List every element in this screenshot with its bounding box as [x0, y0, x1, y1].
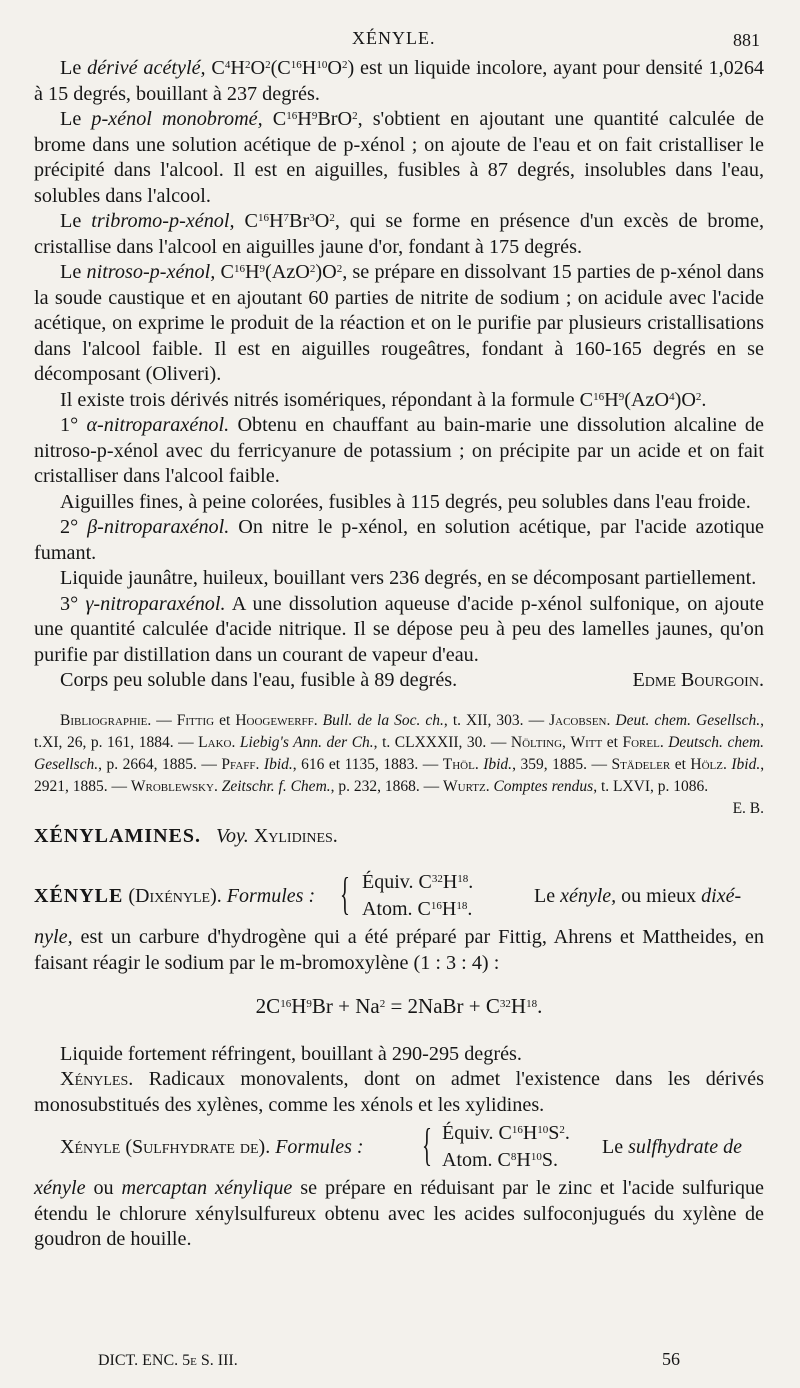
- paragraph-gamma-properties: Corps peu soluble dans l'eau, fusible à 89 degrés. Edme Bourgoin.: [34, 668, 764, 694]
- paragraph-derives-nitres: Il existe trois dérivés nitrés isomériques, répondant à la formule $C^{16}H^9(AzO^4)O^2$.: [60, 388, 707, 411]
- bibliography: Bibliographie. — Fittig et Hoogewerff. Bull. de la Soc. ch., t. XII, 303. — Jacobsen. Deut. chem. Gesellsch., t.XI, 26, p. 161, 1884. — Lako. Liebig's Ann. der Ch., t. CLXXXII, 30. — Nölting, Witt et Forel. Deutsch. chem. Gesellsch., p. 2664, 1885. — Pfaff. Ibid., 616 et 1135, 1883. — Thöl. Ibid., 359, 1885. — Städeler et Hölz. Ibid., 2921, 1885. — Wroblewsky. Zeitschr. f. Chem., p. 232, 1868. — Wurtz. Comptes rendus, t. LXVI, p. 1086. E. B.: [34, 710, 764, 798]
- paragraph-alpha-nitroparaxenol: 1° α-nitroparaxénol. Obtenu en chauffant au bain-marie une dissolution alcaline de nitroso-p-xénol avec du ferricyanure de potassium ; on précipite par un acide et on fait cristalliser dans l'alcool faible.: [34, 414, 764, 487]
- paragraph-beta-nitroparaxenol: 2° β-nitroparaxénol. On nitre le p-xénol, en solution acétique, par l'acide azotique fumant.: [34, 516, 764, 564]
- brace-glyph: {: [422, 1119, 432, 1170]
- formula-stack: Équiv. $C^{32}H^{18}$. Atom. $C^{16}H^{18}$.: [362, 871, 474, 920]
- header-title: XÉNYLE.: [352, 28, 436, 48]
- signature-mark: DICT. ENC. 5e S. III.: [98, 1352, 238, 1369]
- entry-xenyle-heading: XÉNYLE (Dixényle). Formules : { Équiv. $C^{32}H^{18}$. Atom. $C^{16}H^{18}$. Le xényle, ou mieux dixé-: [34, 869, 764, 925]
- biblio-signature: E. B.: [732, 799, 764, 817]
- paragraph-tribromo-p-xenol: Le tribromo-p-xénol, $C^{16}H^7Br^3O^2$, qui se forme en présence d'un excès de brome, cristallise dans l'alcool en aiguilles jaune d'or, fondant à 175 degrés.: [34, 210, 765, 258]
- page-number: 881: [733, 30, 760, 50]
- page: [34, 22, 764, 1253]
- entry-xenylamines: XÉNYLAMINES. Voy. Xylidines.: [34, 824, 338, 847]
- entry-sulfhydrate-heading: Xényle (Sulfhydrate de). Formules : { Équiv. $C^{16}H^{10}S^2$. Atom. $C^8H^{10}S$. Le sulfhydrate de: [34, 1120, 764, 1176]
- paragraph-gamma-nitroparaxenol: 3° γ-nitroparaxénol. A une dissolution aqueuse d'acide p-xénol sulfonique, on ajoute une quantité calculée d'acide nitrique. Il se dépose peu à peu des lamelles jaunes, qu'on purifie par distillation dans un courant de vapeur d'eau.: [34, 592, 764, 666]
- paragraph-alpha-properties: Aiguilles fines, à peine colorées, fusibles à 115 degrés, peu solubles dans l'eau froide.: [60, 490, 751, 513]
- paragraph-xenyles: Xényles. Radicaux monovalents, dont on admet l'existence dans les dérivés monosubstitués des xylènes, comme les xénols et les xylidines.: [34, 1068, 764, 1116]
- paragraph-nitroso-p-xenol: Le nitroso-p-xénol, $C^{16}H^9(AzO^2)O^2$, se prépare en dissolvant 15 parties de p-xénol dans la soude caustique et en ajoutant 60 parties de nitrite de sodium ; on acidule avec l'acide acétique, on exprime le produit de la réaction et on le purifie par plusieurs cristallisations dans l'alcool faible. Il est en aiguilles rougeâtres, fondant à 160-165 degrés en se décomposant (Oliveri).: [34, 261, 765, 385]
- paragraph-xenyle-properties: Liquide fortement réfringent, bouillant à 290-295 degrés.: [60, 1042, 522, 1065]
- reaction-equation: $2C^{16}H^9Br + Na^2$ = 2NaBr + $C^{32}H^{18}$.: [255, 994, 543, 1018]
- running-header: [34, 22, 764, 56]
- formula-stack: Équiv. $C^{16}H^{10}S^2$. Atom. $C^8H^{10}S$.: [442, 1122, 570, 1171]
- paragraph-p-xenol-monobrome: Le p-xénol monobromé, $C^{16}H^9BrO^2$, s'obtient en ajoutant une quantité calculée de brome dans une solution acétique de p-xénol ; on ajoute de l'eau et on fait cristalliser le précipité dans l'alcool. Il est en aiguilles, fusibles à 87 degrés, insolubles dans l'eau, solubles dans l'alcool.: [34, 108, 765, 207]
- paragraph-derive-acetyle: Le dérivé acétylé, $C^4H^2O^2(C^{16}H^{10}O^2)$ est un liquide incolore, ayant pour densité 1,0264 à 15 degrés, bouillant à 237 degrés.: [34, 57, 765, 105]
- brace-glyph: {: [340, 868, 350, 919]
- paragraph-xenyle-definition: nyle, est un carbure d'hydrogène qui a été préparé par Fittig, Ahrens et Mattheides, en faisant réagir le sodium par le m-bromoxylène (1 : 3 : 4) :: [34, 926, 764, 974]
- author-signature: Edme Bourgoin.: [632, 669, 764, 691]
- paragraph-beta-properties: Liquide jaunâtre, huileux, bouillant vers 236 degrés, en se décomposant partiellement.: [60, 567, 757, 589]
- paragraph-sulfhydrate-definition: xényle ou mercaptan xénylique se prépare en réduisant par le zinc et l'acide sulfurique étendu le chlorure xénylsulfureux obtenu avec les acides sulfoconjugués du xylène de goudron de houille.: [34, 1177, 765, 1250]
- sheet-number: 56: [662, 1349, 680, 1369]
